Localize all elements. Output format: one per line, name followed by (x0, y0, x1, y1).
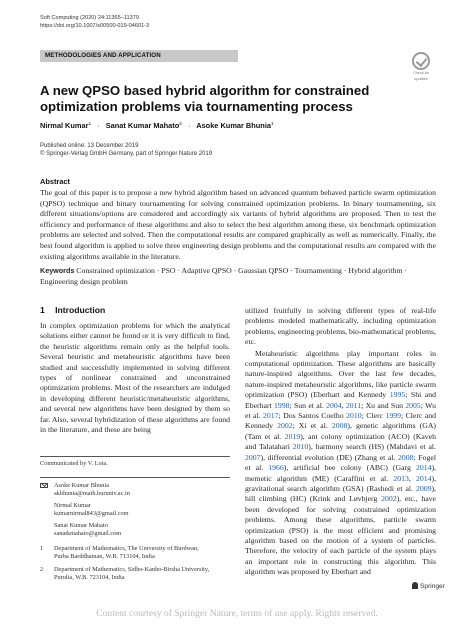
text-run: ), ant colony optimization (ACO) (Kaveh and Talatahari (245, 431, 436, 452)
corresponding-author-name: Asoke Kumar Bhunia (54, 482, 109, 489)
citation-link[interactable]: 1998 (274, 400, 290, 410)
keywords-text: Constrained optimization · PSO · Adaptive QPSO · Gaussian QPSO · Tournamenting · Hybrid algorithm · Engineering design problem (40, 266, 407, 286)
corresponding-author-email[interactable]: akbhunia@math.buruniv.ac.in (54, 490, 130, 498)
check-for-updates-badge[interactable] (406, 52, 436, 81)
affiliation-mark: 1 (40, 545, 44, 552)
author-affiliation-mark: 1 (88, 122, 92, 127)
citation-link[interactable]: 2013 (393, 473, 409, 483)
abstract-text: The goal of this paper is to propose a new hybrid algorithm based on advanced quantum behaved particle swarm optimization (QPSO) technique and binary tournamenting for solving constrained optimization problems. In binary tournamenting, six different situations/options are considered and accordingly six variants of hybrid algorithms are proposed. Then to test the efficiency and performance of these algorithms and also to select the best algorithm among these, six benchmark optimization problems are selected and solved. Then the computational results are compared graphically as well as numerically. Finally, the best found algorithm is applied to solve three engineering design problems and the computational results are compared with the existing algorithms available in the literature. (40, 188, 436, 261)
text-run: ; Clerc and Kennedy (245, 411, 436, 431)
text-run: ), memetic algorithm (ME) (Caraffini et al. (245, 463, 436, 483)
journal-citation: Soft Computing (2020) 24:11365–11379 (40, 15, 139, 21)
citation-link[interactable]: 2004 (326, 400, 342, 410)
courtesy-notice: Content courtesy of Springer Nature, terms of use apply. Rights reserved. (96, 608, 378, 619)
text-run: , (408, 473, 416, 483)
author-list (40, 121, 274, 130)
citation-link[interactable]: 2007 (245, 452, 261, 462)
section-band (40, 50, 238, 62)
citation-link[interactable]: 1966 (268, 463, 284, 473)
affiliation-line: Department of Mathematics, Sidho-Kanho-Birsha University, (54, 566, 210, 573)
badge-line1: Check for (412, 71, 430, 75)
intro-right-column (245, 306, 436, 578)
article-title: A new QPSO based hybrid algorithm for constrained optimization problems via tournamenting process (40, 83, 370, 114)
abstract-heading: Abstract (40, 177, 70, 186)
citation-link[interactable]: 2011 (345, 400, 362, 410)
author-separator: · (97, 121, 100, 130)
publisher-logo (412, 582, 445, 590)
affiliation-2 (40, 566, 209, 582)
author-contact-name: Sanat Kumar Mahato (54, 522, 108, 529)
affiliation-1 (40, 545, 199, 561)
text-run: ; Shi and Eberhart (245, 390, 436, 410)
author-affiliation-mark: 1 (270, 122, 274, 127)
citation-link[interactable]: 2009 (415, 483, 432, 493)
section-number: 1 (40, 305, 45, 315)
envelope-icon (40, 483, 48, 489)
author-contact (40, 502, 129, 518)
copyright-line: © Springer-Verlag GmbH Germany, part of Springer Nature 2019 (40, 151, 213, 157)
journal-header (40, 14, 149, 30)
text-run: ), artificial bee colony (ABC) (Garg (283, 463, 416, 473)
section-heading-introduction (40, 305, 105, 315)
author-name[interactable]: Nirmal Kumar (40, 121, 89, 130)
text-run: ), genetic algorithms (GA) (Tam et al. (245, 421, 437, 441)
text-run: ; Xi et al. (292, 421, 332, 431)
author-separator: · (187, 121, 191, 130)
text-run: ), etc., have been developed for solving constrained optimization problems. Among these algorithms, particle swarm optimization (PSO) is the most efficient and promising algorithm based on the motion of a system of particles. Therefore, the velocity of each particle of the system plays an important role in constructing this algorithm. This algorithm was proposed by Eberhart and (245, 494, 436, 577)
springer-horse-icon (412, 582, 418, 589)
published-date: Published online: 13 December 2019 (40, 143, 139, 149)
author-contact-name: Nirmal Kumar (54, 502, 91, 509)
text-run: Metaheuristic algorithms play important roles in computational optimization. These algorithms are basically nature-inspired algorithms. Over the last few decades, nature-inspired metaheuristic algorithms, like particle swarm optimization (PSO) (Eberhart and Kennedy (245, 348, 436, 400)
keywords-label: Keywords (40, 266, 75, 275)
paragraph: In complex optimization problems for which the analytical solutions either cannot be found or it is very difficult to find, the heuristic algorithms remain only as the helpful tools. Several heuristic and metaheuristic algorithms have been studied and successfully implemented in solving different types of nonlinear constrained and unconstrained optimization problems. Most of the researchers are indulged in developing different heuristic/metaheuristic algorithms, and several new algorithms have been designed by them so far. Also, several hybridization of these algorithms are found in the literature, and these are being (40, 321, 230, 435)
citation-link[interactable]: 2008 (398, 452, 414, 462)
citation-link[interactable]: 2002 (381, 494, 397, 504)
text-run: ; Dos Santos Coelho (278, 411, 347, 421)
paragraph: utilized fruitfully in solving different types of real-life problems modeled mathematically, including optimization problems, engineering problems, bio-mathematical problems, etc. (245, 306, 436, 347)
text-run: ; Fogel et al. (245, 452, 436, 473)
citation-link[interactable]: 2014 (415, 473, 432, 483)
divider (40, 477, 230, 478)
affiliation-line: Purulia, W.B. 723104, India (54, 574, 125, 582)
citation-link[interactable]: 2010 (346, 411, 362, 421)
badge-line2: updates (414, 76, 428, 81)
doi-link[interactable]: https://doi.org/10.1007/s00500-019-04601-3 (40, 23, 150, 29)
divider (40, 456, 230, 457)
text-run: ; Clerc (361, 411, 386, 421)
check-for-updates-icon (412, 52, 430, 70)
publication-info (40, 142, 212, 158)
citation-link[interactable]: 2014 (415, 463, 432, 473)
citation-link[interactable]: 2019 (284, 431, 301, 441)
citation-link[interactable]: 2005 (405, 400, 421, 410)
publisher-name: Springer (420, 583, 445, 590)
affiliation-line: Purba Barddhaman, W.B. 713104, India (54, 553, 155, 561)
author-contact (40, 522, 121, 538)
author-affiliation-mark: 2 (179, 122, 182, 127)
corresponding-author (40, 482, 130, 498)
keywords (40, 266, 436, 287)
citation-link[interactable]: 1995 (389, 390, 406, 400)
author-contact-email[interactable]: kumarnirmal843@gmail.com (54, 510, 129, 518)
citation-link[interactable]: 2002 (277, 421, 293, 431)
paragraph-with-citations (245, 349, 436, 578)
text-run: ), harmony search (HS) (Mahdavi et al. (308, 442, 436, 452)
text-run: , (341, 400, 346, 410)
citation-link[interactable]: 2010 (292, 442, 309, 452)
intro-left-column (40, 321, 230, 435)
citation-link[interactable]: 1999 (385, 411, 401, 421)
citation-link[interactable]: 2017 (263, 411, 279, 421)
text-run: ; Wu et al. (245, 400, 436, 421)
citation-link[interactable]: 2008 (331, 421, 348, 431)
affiliation-mark: 2 (40, 566, 44, 573)
author-contact-email[interactable]: sanatkmahato@gmail.com (54, 530, 122, 538)
text-run: ), gravitational search algorithm (GSA) (Rashedi et al. (245, 473, 437, 493)
section-band-label: METHODOLOGIES AND APPLICATION (45, 51, 161, 59)
text-run: ), differential evolution (DE) (Zhang et al. (260, 452, 399, 462)
text-run: ), hill climbing (HC) (Krink and Løvbjerg (245, 483, 436, 504)
text-run: ; Xu and Sun (361, 400, 406, 410)
section-title: Introduction (55, 305, 106, 315)
communicated-by: Communicated by V. Loia. (40, 460, 108, 467)
text-run: ; Sun et al. (289, 400, 327, 410)
affiliation-line: Department of Mathematics, The University of Burdwan, (54, 545, 199, 552)
author-name[interactable]: Asoke Kumar Bhunia (196, 121, 271, 130)
author-name[interactable]: Sanat Kumar Mahato (105, 121, 180, 130)
